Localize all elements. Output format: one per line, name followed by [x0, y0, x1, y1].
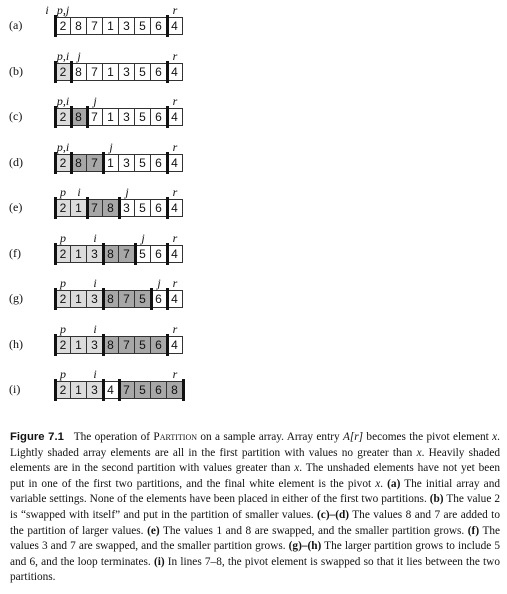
caption-text: The values 3 and 7 are swapped, and the smaller partition grows. — [10, 524, 501, 553]
partition-boundary — [166, 197, 169, 219]
caption-text: . The unshaded elements have not yet been put in one of the first two partitions, and the final white element is the pivot — [10, 462, 500, 490]
array-cell: 3 — [119, 63, 135, 81]
array-cell: 1 — [103, 63, 119, 81]
array-cell: 8 — [103, 199, 119, 217]
caption-step-label: (g)–(h) — [288, 540, 322, 553]
array-cell: 8 — [167, 381, 183, 399]
pointer-label: r — [172, 94, 178, 108]
caption-text: . Heavily shaded elements are in the second partition with values greater than — [10, 446, 500, 475]
array-cell: 2 — [55, 63, 71, 81]
pointer-label: j — [125, 185, 129, 199]
caption-text: The values 8 and 7 are added to the partition of larger values. — [10, 508, 500, 537]
array-cell: 7 — [87, 108, 103, 126]
partition-boundary — [54, 288, 57, 310]
array-cell: 1 — [71, 336, 87, 354]
array-cell: 1 — [71, 245, 87, 263]
array-cell: 4 — [167, 199, 183, 217]
array-cell: 5 — [135, 199, 151, 217]
pointer-label: p,j — [56, 3, 70, 17]
array-cell: 1 — [103, 17, 119, 35]
partition-boundary — [86, 197, 89, 219]
caption-text: The larger partition grows to include 5 and 6, and the loop terminates. — [10, 540, 500, 568]
array-cell: 6 — [151, 381, 167, 399]
pointer-label: p — [60, 230, 66, 245]
array-cell: 8 — [71, 108, 87, 126]
pointer-label: i — [77, 185, 81, 199]
pointer-label: p — [60, 185, 66, 199]
pointer-label: r — [172, 48, 178, 63]
array-cell: 2 — [55, 199, 71, 217]
array-cell: 5 — [135, 108, 151, 126]
row-label: (c) — [9, 109, 23, 123]
array-cell: 6 — [151, 336, 167, 354]
array-cell: 5 — [135, 290, 151, 308]
partition-boundary — [70, 61, 73, 83]
partition-boundary — [70, 152, 73, 174]
caption-math: A[r] — [342, 431, 364, 443]
caption-text: The values 1 and 8 are swapped, and the smaller partition grows. — [159, 524, 468, 537]
array-cell: 8 — [103, 336, 119, 354]
array-cell: 1 — [71, 199, 87, 217]
caption-step-label: (f) — [467, 524, 480, 537]
caption-step-label: (c)–(d) — [317, 508, 350, 521]
caption-text: In lines 7–8, the pivot element is swapped so that it lies between the two partitions. — [10, 555, 500, 584]
pointer-label: r — [172, 321, 178, 336]
array-cell: 5 — [135, 63, 151, 81]
pointer-label: j — [77, 48, 81, 63]
partition-boundary — [54, 334, 57, 356]
array-cell: 3 — [87, 336, 103, 354]
pointer-label: p — [60, 321, 66, 336]
caption-procedure-name: Partition — [153, 431, 197, 443]
pointer-label: p — [60, 367, 66, 381]
caption-text: on a sample array. Array entry — [197, 431, 343, 443]
partition-boundary — [166, 288, 169, 310]
caption-math: x — [375, 477, 381, 490]
array-cell: 2 — [55, 290, 71, 308]
array-cell: 8 — [103, 290, 119, 308]
array-cell: 4 — [167, 290, 183, 308]
pointer-label: i — [93, 276, 97, 290]
array-cell: 4 — [167, 245, 183, 263]
caption-text: The value 2 is “swapped with itself” and put in the partition of smaller values. — [10, 493, 500, 521]
row-label: (d) — [9, 154, 23, 169]
pointer-label: i — [45, 3, 49, 17]
partition-boundary — [54, 379, 57, 401]
row-label: (h) — [9, 336, 23, 351]
row-label: (a) — [9, 18, 23, 32]
partition-boundary — [166, 152, 169, 174]
partition-boundary — [102, 152, 105, 174]
array-cell: 7 — [87, 63, 103, 81]
array-cell: 2 — [55, 17, 71, 35]
pointer-label: r — [172, 276, 178, 290]
array-cell: 3 — [87, 245, 103, 263]
array-cell: 7 — [119, 245, 135, 263]
pointer-label: r — [172, 230, 178, 245]
pointer-label: j — [141, 230, 145, 245]
caption-step-label: (i) — [153, 555, 165, 568]
caption-math: x — [416, 446, 422, 459]
array-cell: 2 — [55, 154, 71, 172]
partition-boundary — [118, 379, 121, 401]
pointer-label: i — [93, 367, 97, 381]
partition-boundary — [70, 106, 73, 128]
array-cell: 8 — [71, 154, 87, 172]
caption-step-label: (b) — [429, 493, 444, 506]
array-cell: 3 — [119, 108, 135, 126]
pointer-label: p,i — [56, 48, 70, 63]
row-label: (e) — [9, 200, 23, 214]
caption-text: . Lightly shaded array elements are all in the first partition with values no greater than — [10, 431, 500, 459]
pointer-label: r — [172, 185, 178, 199]
pointer-label: p,i — [56, 94, 70, 108]
partition-boundary — [102, 334, 105, 356]
partition-boundary — [166, 15, 169, 37]
partition-boundary — [54, 61, 57, 83]
caption-math: x — [492, 431, 498, 443]
array-cell: 3 — [87, 381, 103, 399]
array-cell: 4 — [103, 381, 119, 399]
array-cell: 5 — [135, 336, 151, 354]
pointer-label: p,i — [56, 139, 70, 154]
array-cell: 5 — [135, 245, 151, 263]
array-cell: 4 — [167, 108, 183, 126]
caption-text: becomes the pivot element — [363, 431, 493, 443]
caption-math: x — [294, 462, 300, 475]
array-cell: 6 — [151, 199, 167, 217]
array-cell: 6 — [151, 154, 167, 172]
array-cell: 7 — [87, 17, 103, 35]
array-cell: 7 — [87, 199, 103, 217]
pointer-label: j — [109, 139, 113, 154]
array-cell: 2 — [55, 108, 71, 126]
figure-number: Figure 7.1 — [10, 431, 64, 443]
array-cell: 8 — [103, 245, 119, 263]
pointer-label: r — [172, 367, 178, 381]
partition-boundary — [166, 106, 169, 128]
row-label: (i) — [9, 382, 21, 396]
array-cell: 2 — [55, 381, 71, 399]
row-label: (b) — [9, 63, 23, 78]
array-cell: 8 — [71, 17, 87, 35]
partition-boundary — [102, 243, 105, 265]
partition-boundary — [54, 152, 57, 174]
row-label: (f) — [9, 245, 21, 260]
array-cell: 6 — [151, 290, 167, 308]
array-cell: 7 — [119, 381, 135, 399]
pointer-label: r — [172, 3, 178, 17]
partition-boundary — [54, 197, 57, 219]
caption-step-label: (e) — [147, 524, 160, 537]
array-cell: 2 — [55, 245, 71, 263]
partition-boundary — [54, 15, 57, 37]
array-cell: 3 — [119, 17, 135, 35]
array-cell: 1 — [103, 154, 119, 172]
array-cell: 1 — [71, 381, 87, 399]
array-cell: 7 — [87, 154, 103, 172]
array-cell: 7 — [119, 336, 135, 354]
array-cell: 4 — [167, 154, 183, 172]
caption-text: The initial array and variable settings. None of the elements have been placed in either of the first two partitions. — [10, 477, 500, 506]
array-cell: 5 — [135, 154, 151, 172]
pointer-label: i — [93, 321, 97, 336]
partition-boundary — [86, 106, 89, 128]
array-cell: 5 — [135, 381, 151, 399]
array-cell: 5 — [135, 17, 151, 35]
pointer-label: i — [93, 230, 97, 245]
partition-boundary — [118, 197, 121, 219]
array-cell: 8 — [71, 63, 87, 81]
pointer-label: r — [172, 139, 178, 154]
array-cell: 6 — [151, 17, 167, 35]
partition-boundary — [182, 379, 185, 401]
array-cell: 1 — [103, 108, 119, 126]
array-cell: 7 — [119, 290, 135, 308]
array-cell: 3 — [119, 199, 135, 217]
array-cell: 2 — [55, 336, 71, 354]
caption-step-label: (a) — [387, 477, 401, 490]
pointer-label: p — [60, 276, 66, 290]
array-cell: 3 — [119, 154, 135, 172]
partition-boundary — [166, 61, 169, 83]
pointer-label: j — [157, 276, 161, 290]
partition-boundary — [166, 334, 169, 356]
array-cell: 4 — [167, 17, 183, 35]
row-label: (g) — [9, 291, 23, 305]
partition-boundary — [166, 243, 169, 265]
partition-boundary — [102, 379, 105, 401]
array-cell: 6 — [151, 245, 167, 263]
array-cell: 6 — [151, 63, 167, 81]
array-cell: 4 — [167, 336, 183, 354]
array-cell: 6 — [151, 108, 167, 126]
caption-text: The operation of — [73, 431, 154, 443]
figure-caption — [10, 430, 500, 586]
partition-boundary — [54, 243, 57, 265]
caption-text: . — [380, 477, 388, 490]
partition-boundary — [102, 288, 105, 310]
pointer-label: j — [93, 94, 97, 108]
array-cell: 4 — [167, 63, 183, 81]
partition-boundary — [134, 243, 137, 265]
partition-boundary — [54, 106, 57, 128]
array-cell: 1 — [71, 290, 87, 308]
partition-boundary — [150, 288, 153, 310]
array-cell: 3 — [87, 290, 103, 308]
